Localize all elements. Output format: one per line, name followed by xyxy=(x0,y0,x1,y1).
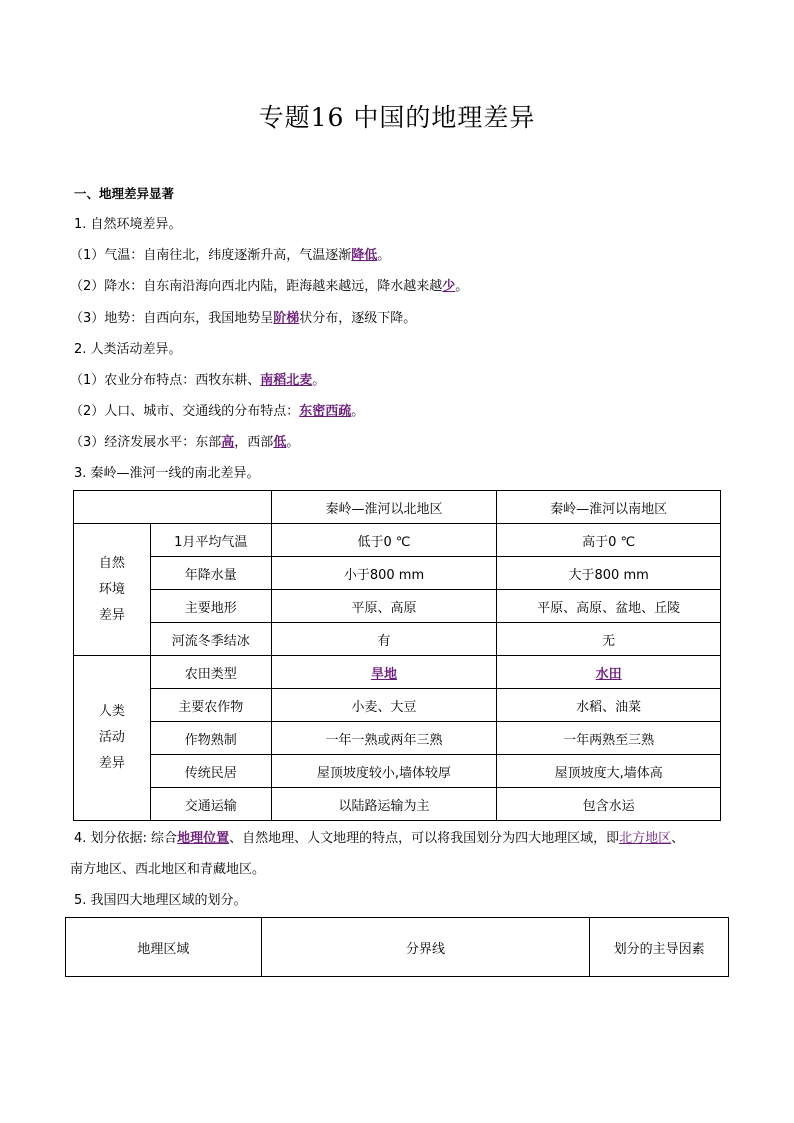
paragraph-division-basis xyxy=(74,830,684,848)
text: （1）农业分布特点：西牧东耕、 xyxy=(70,373,261,388)
section-heading: 一、地理差异显著 xyxy=(74,186,175,201)
paragraph-terrain xyxy=(70,310,416,328)
table-cell: 高于0 ℃ xyxy=(497,524,721,557)
table-row xyxy=(74,755,721,788)
table-cell: 屋顶坡度大,墙体高 xyxy=(497,755,721,788)
header-cell: 划分的主导因素 xyxy=(590,918,729,977)
table-cell xyxy=(497,656,721,689)
text: （2）人口、城市、交通线的分布特点： xyxy=(70,404,300,419)
answer-text: 少 xyxy=(442,279,456,294)
table-row xyxy=(74,557,721,590)
north-south-comparison-table xyxy=(73,490,721,821)
text: （3）地势：自西向东，我国地势呈 xyxy=(70,311,274,326)
text: 。 xyxy=(455,279,469,294)
header-cell: 秦岭—淮河以北地区 xyxy=(271,491,497,524)
table-cell xyxy=(271,656,497,689)
answer-text: 东密西疏 xyxy=(299,404,352,419)
text: 。 xyxy=(312,373,326,388)
page-title: 专题16 中国的地理差异 xyxy=(258,103,536,132)
answer-text: 高 xyxy=(221,435,235,450)
group-label-natural xyxy=(74,524,151,656)
table-cell: 以陆路运输为主 xyxy=(271,788,497,821)
group-label-line: 环境 xyxy=(98,581,125,597)
paragraph-temperature xyxy=(70,247,390,265)
table-header-row xyxy=(74,491,721,524)
table-row xyxy=(74,689,721,722)
table-cell: 一年两熟至三熟 xyxy=(497,722,721,755)
row-label: 作物熟制 xyxy=(150,722,271,755)
answer-text: 北方地区 xyxy=(619,831,672,846)
row-label: 传统民居 xyxy=(150,755,271,788)
header-cell: 秦岭—淮河以南地区 xyxy=(497,491,721,524)
table-cell: 屋顶坡度较小,墙体较厚 xyxy=(271,755,497,788)
answer-text: 水田 xyxy=(595,666,622,682)
group-label-line: 差异 xyxy=(98,607,125,623)
group-label-line: 差异 xyxy=(98,756,125,771)
row-label: 主要农作物 xyxy=(150,689,271,722)
row-label: 农田类型 xyxy=(150,656,271,689)
answer-text: 低 xyxy=(273,435,287,450)
table-header-row xyxy=(66,918,729,977)
answer-text: 地理位置 xyxy=(177,831,230,846)
table-cell: 有 xyxy=(271,623,497,656)
paragraph-precipitation xyxy=(70,278,468,296)
row-label: 1月平均气温 xyxy=(150,524,271,557)
table-cell: 无 xyxy=(497,623,721,656)
paragraph-agriculture xyxy=(70,372,325,390)
answer-text: 南稻北麦 xyxy=(260,373,313,388)
header-cell xyxy=(74,491,272,524)
paragraph-human-diff: 2. 人类活动差异。 xyxy=(74,342,182,357)
row-label: 交通运输 xyxy=(150,788,271,821)
group-label-line: 人类 xyxy=(98,704,125,719)
four-regions-table xyxy=(65,917,729,977)
table-row xyxy=(74,788,721,821)
group-label-line: 活动 xyxy=(98,730,125,745)
answer-text: 阶梯 xyxy=(273,311,300,326)
answer-text: 降低 xyxy=(351,248,378,263)
table-cell: 包含水运 xyxy=(497,788,721,821)
text: （1）气温：自南往北，纬度逐渐升高，气温逐渐 xyxy=(70,248,352,263)
row-label: 年降水量 xyxy=(150,557,271,590)
paragraph-division-basis-cont: 南方地区、西北地区和青藏地区。 xyxy=(70,862,266,877)
paragraph-qinling-huaihe: 3. 秦岭—淮河一线的南北差异。 xyxy=(74,466,260,481)
paragraph-population xyxy=(70,403,364,421)
table-row xyxy=(74,524,721,557)
text: （2）降水：自东南沿海向西北内陆，距海越来越远，降水越来越 xyxy=(70,279,443,294)
table-cell: 大于800 mm xyxy=(497,557,721,590)
text: 。 xyxy=(351,404,365,419)
text: 状分布，逐级下降。 xyxy=(299,311,417,326)
text: 、 xyxy=(671,831,685,846)
table-cell: 低于0 ℃ xyxy=(271,524,497,557)
text: 。 xyxy=(377,248,391,263)
text: ，西部 xyxy=(234,435,274,450)
table-cell: 小于800 mm xyxy=(271,557,497,590)
group-label-human xyxy=(74,656,151,821)
paragraph-four-regions: 5. 我国四大地理区域的划分。 xyxy=(74,893,247,908)
text: 4. 划分依据: 综合 xyxy=(74,831,178,846)
answer-text: 旱地 xyxy=(370,666,397,682)
table-cell: 平原、高原 xyxy=(271,590,497,623)
table-row xyxy=(74,656,721,689)
text: 。 xyxy=(286,435,300,450)
table-row xyxy=(74,722,721,755)
table-cell: 平原、高原、盆地、丘陵 xyxy=(497,590,721,623)
text: （3）经济发展水平：东部 xyxy=(70,435,222,450)
paragraph-natural-diff: 1. 自然环境差异。 xyxy=(74,217,182,232)
text: 、自然地理、人文地理的特点，可以将我国划分为四大地理区域，即 xyxy=(229,831,620,846)
row-label: 主要地形 xyxy=(150,590,271,623)
row-label: 河流冬季结冰 xyxy=(150,623,271,656)
table-row xyxy=(74,623,721,656)
table-row xyxy=(74,590,721,623)
paragraph-economy xyxy=(70,434,299,452)
table-cell: 水稻、油菜 xyxy=(497,689,721,722)
header-cell: 地理区域 xyxy=(66,918,262,977)
header-cell: 分界线 xyxy=(261,918,589,977)
table-cell: 一年一熟或两年三熟 xyxy=(271,722,497,755)
group-label-line: 自然 xyxy=(98,555,125,571)
table-cell: 小麦、大豆 xyxy=(271,689,497,722)
